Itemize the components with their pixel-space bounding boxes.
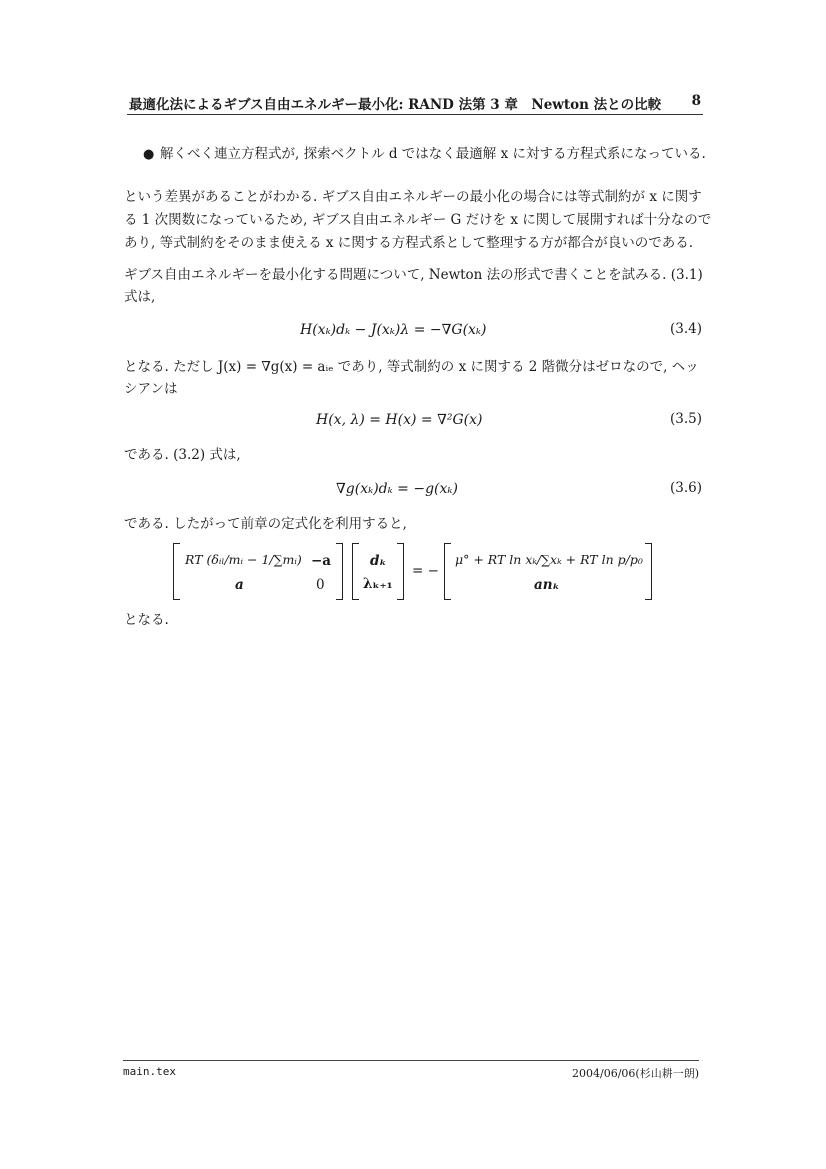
vector-v1: dₖ [370,553,387,569]
paragraph-1-line-2: る 1 次関数になっているため, ギブス自由エネルギー G だけを x に関して展開すれば十分なので [124,212,712,228]
paragraph-2-line-2: 式は, [124,289,156,305]
page-footer [123,1060,699,1080]
paragraph-3-line-2: シアンは [124,381,178,397]
solution-vector [352,543,404,598]
equation-number-3-6: (3.6) [669,480,702,496]
bullet-icon: ● [143,147,155,162]
matrix-a21: a [235,577,244,593]
running-header [127,92,703,115]
equation-3-6: ∇g(xₖ)dₖ = −g(xₖ) [336,481,458,497]
right-hand-side-vector [444,543,652,598]
matrix-a22: 0 [316,577,325,593]
paragraph-6: となる. [124,612,169,628]
paragraph-5: である. したがって前章の定式化を利用すると, [124,516,407,532]
paragraph-1-line-3: あり, 等式制約をそのまま使える x に関する方程式系として整理する方が都合が良いのである. [124,235,694,251]
equation-3-5: H(x, λ) = H(x) = ∇²G(x) [316,412,483,428]
header-title: 最適化法によるギブス自由エネルギー最小化: RAND 法第 3 章 Newton 法との比較 [129,97,662,113]
matrix-a11: RT (δᵢₗ/mᵢ − 1/∑mᵢ) [185,552,302,567]
paragraph-4: である. (3.2) 式は, [124,447,241,463]
vector-v2: λₖ₊₁ [363,576,393,592]
equals-minus: = − [412,563,439,579]
bullet-text: 解くべく連立方程式が, 探索ベクトル d ではなく最適解 x に対する方程式系になっている. [160,146,706,162]
footer-filename: main.tex [123,1065,176,1078]
equation-number-3-4: (3.4) [669,321,702,337]
equation-3-4: H(xₖ)dₖ − J(xₖ)λ = −∇G(xₖ) [300,322,487,338]
matrix-a12: −a [311,553,332,569]
equation-number-3-5: (3.5) [669,411,702,427]
rhs-r1: μ° + RT ln xₖ/∑xₖ + RT ln p/p₀ [455,552,643,567]
paragraph-1-line-1: という差異があることがわかる. ギブス自由エネルギーの最小化の場合には等式制約が x に関す [124,189,702,205]
page-number: 8 [691,93,701,109]
paragraph-3-line-1: となる. ただし J(x) = ∇g(x) = aᵢₑ であり, 等式制約の x に関する 2 階微分はゼロなので, ヘッ [124,359,699,375]
footer-date-author: 2004/06/06(杉山耕一朗) [572,1067,699,1080]
paragraph-2-line-1: ギブス自由エネルギーを最小化する問題について, Newton 法の形式で書くことを試みる. (3.1) [124,267,703,283]
rhs-r2: anₖ [534,577,560,593]
coefficient-matrix [173,543,343,598]
